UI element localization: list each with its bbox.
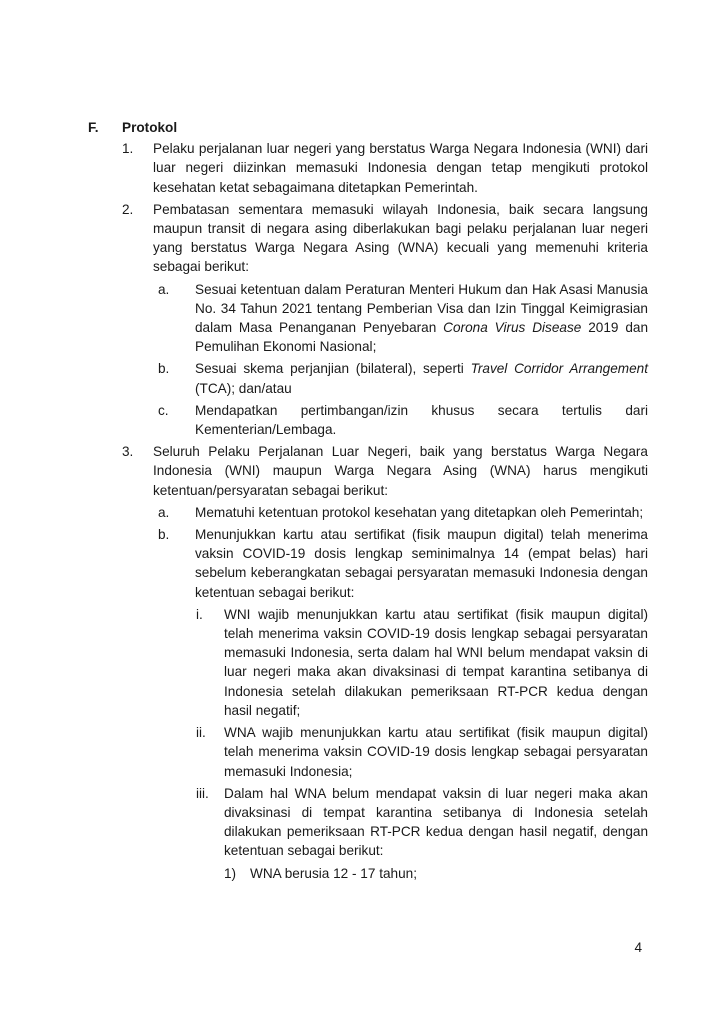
list-item-text: Mematuhi ketentuan protokol kesehatan yang ditetapkan oleh Pemerintah; (195, 504, 644, 520)
text-part: Sesuai ketentuan dalam Peraturan Menteri Hukum dan Hak Asasi Manusia No. 34 Tahun 2021 tentang Pemberian Visa dan Izin Tinggal Keimigrasian dalam Masa Penanganan Penyebaran (195, 281, 648, 336)
list-item-3b-iii (196, 784, 648, 861)
text-part: 2019 dan Pemulihan Ekonomi Nasional; (195, 320, 649, 355)
list-marker: 1) (224, 865, 237, 881)
list-item-2a (158, 280, 648, 357)
list-item-text: Mendapatkan pertimbangan/izin khusus secara tertulis dari Kementerian/Lembaga. (195, 402, 648, 438)
list-item-2 (122, 200, 648, 277)
list-item-text: Menunjukkan kartu atau sertifikat (fisik maupun digital) telah menerima vaksin COVID-19 dosis lengkap seminimalnya 14 (empat belas) hari sebelum keberangkatan sebagai persyaratan memasuki Indonesia dengan ketentuan sebagai berikut: (195, 527, 648, 600)
list-marker: 1. (122, 141, 134, 157)
list-item-text: Pembatasan sementara memasuki wilayah Indonesia, baik secara langsung maupun transit di negara asing diberlakukan bagi pelaku perjalanan luar negeri yang berstatus Warga Negara Asing (WNA) kecuali yang memenuhi kriteria sebagai berikut: (153, 201, 648, 275)
list-marker: b. (158, 527, 170, 543)
list-item-3b-ii (196, 723, 648, 781)
list-item-1 (122, 139, 648, 197)
list-marker: a. (158, 281, 170, 297)
page-number: 4 (634, 940, 642, 955)
list-item-3 (122, 442, 648, 500)
list-marker: i. (196, 606, 203, 622)
text-italic: Travel Corridor Arrangement (470, 361, 649, 377)
list-item-text: WNI wajib menunjukkan kartu atau sertifikat (fisik maupun digital) telah menerima vaksin COVID-19 dosis lengkap sebagai persyaratan memasuki Indonesia, serta dalam hal WNI belum mendapat vaksin di luar negeri maka akan divaksinasi di tempat karantina setibanya di Indonesia setelah dilakukan pemeriksaan RT-PCR kedua dengan hasil negatif; (224, 606, 648, 718)
text-part: Sesuai skema perjanjian (bilateral), seperti (195, 361, 471, 377)
list-item-2b (158, 359, 648, 397)
list-item-text: Pelaku perjalanan luar negeri yang berstatus Warga Negara Indonesia (WNI) dari luar negeri diizinkan memasuki Indonesia dengan tetap mengikuti protokol kesehatan ketat sebagaimana ditetapkan Pemerintah. (153, 141, 648, 195)
list-item-3b-iii-1 (224, 864, 648, 883)
list-item-text (195, 359, 648, 397)
list-item-3b (158, 525, 648, 602)
text-italic: Corona Virus Disease (443, 320, 582, 336)
list-marker: 2. (122, 201, 134, 217)
list-marker: iii. (196, 785, 209, 801)
section-protokol (88, 118, 648, 886)
list-item-text: WNA wajib menunjukkan kartu atau sertifikat (fisik maupun digital) telah menerima vaksin COVID-19 dosis lengkap sebagai persyaratan memasuki Indonesia; (224, 725, 648, 779)
list-marker: b. (158, 361, 170, 377)
list-item-text: Seluruh Pelaku Perjalanan Luar Negeri, baik yang berstatus Warga Negara Indonesia (WNI) maupun Warga Negara Asing (WNA) harus mengikuti ketentuan/persyaratan sebagai berikut: (153, 444, 648, 498)
list-marker: ii. (196, 725, 206, 741)
text-part: (TCA); dan/atau (195, 380, 292, 396)
list-marker: c. (158, 402, 169, 418)
list-item-3b-i (196, 605, 648, 720)
section-letter: F. (88, 120, 99, 135)
section-title: Protokol (122, 120, 178, 135)
list-marker: 3. (122, 444, 134, 460)
section-heading (88, 118, 648, 137)
list-marker: a. (158, 504, 170, 520)
list-item-text: WNA berusia 12 - 17 tahun; (250, 865, 417, 881)
list-item-2c (158, 401, 648, 439)
list-item-text (195, 280, 648, 357)
list-item-text: Dalam hal WNA belum mendapat vaksin di luar negeri maka akan divaksinasi di tempat karantina setibanya di Indonesia setelah dilakukan pemeriksaan RT-PCR kedua dengan hasil negatif, dengan ketentuan sebagai berikut: (224, 785, 648, 859)
list-item-3a (158, 503, 648, 522)
